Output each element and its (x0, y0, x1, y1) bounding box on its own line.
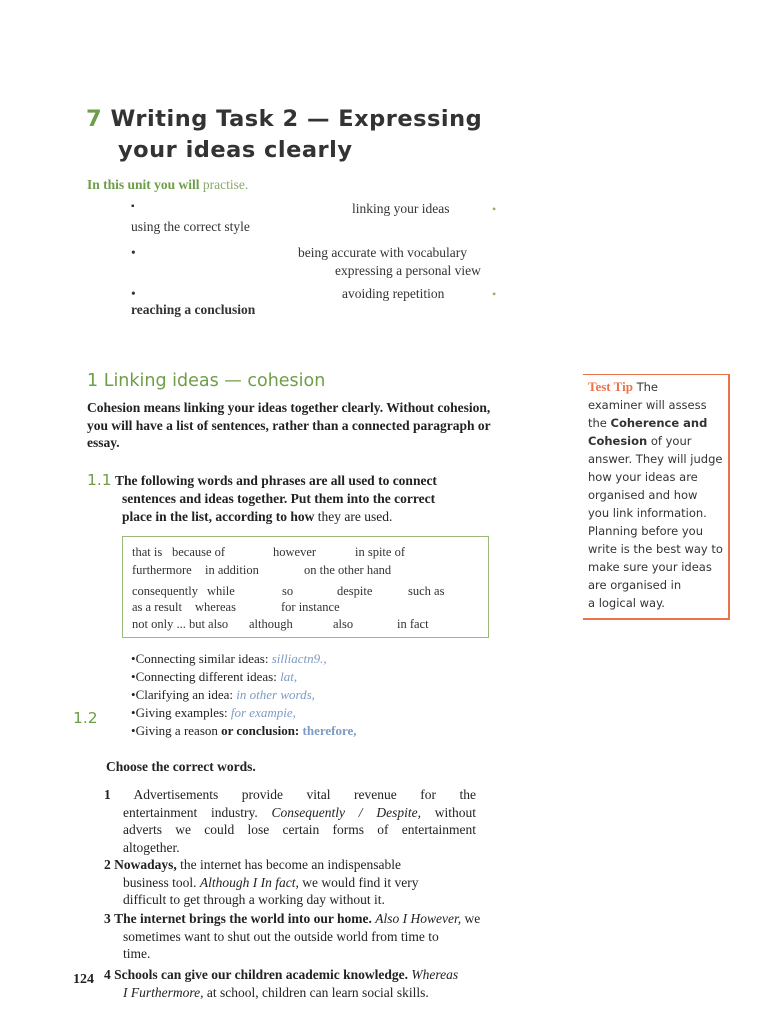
page-number: 124 (73, 972, 94, 987)
word-box-item: because of (172, 545, 226, 559)
square-bullet: ▪ (131, 201, 135, 212)
word-box-item: such as (408, 584, 445, 598)
intro-verb: practise. (202, 177, 249, 192)
word-box-item: although (249, 617, 293, 631)
unit-title-line1: Writing Task 2 — Expressing (110, 106, 483, 132)
exercise-1: 1 Advertisements provide vital revenue for the entertainment industry. Consequently / Despite, without adverts we could lose certain forms of entertainment altogether. (104, 787, 476, 855)
practise-item: using the correct style (131, 219, 250, 234)
list-item: •Giving a reason or conclusion: therefore, (131, 723, 357, 738)
list-item: •Clarifying an idea: in other words, (131, 687, 315, 702)
word-box-item: not only ... but also (132, 617, 229, 631)
word-box-item: in addition (205, 563, 259, 577)
list-item: •Connecting similar ideas: silliactn9., (131, 651, 327, 666)
word-box-item: that is (132, 545, 163, 559)
word-box-item: also (333, 617, 354, 631)
word-box-item: furthermore (132, 563, 192, 577)
word-box-item: so (282, 584, 294, 598)
practise-item: linking your ideas (352, 201, 450, 216)
exercise-4: 4 Schools can give our children academic knowledge. Whereas I Furthermore, at school, children can learn social skills. (104, 967, 459, 1000)
practise-item: being accurate with vocabulary (298, 245, 468, 260)
list-item: •Giving examples: for exampie, (131, 705, 296, 720)
section-paragraph: Cohesion means linking your ideas together clearly. Without cohesion, you will have a list of sentences, rather than a connected paragraph or essay. (87, 400, 491, 450)
question-1-1 (87, 471, 492, 526)
word-box-item: on the other hand (304, 563, 392, 577)
word-box-item: in fact (397, 617, 429, 631)
test-tip-label: Test Tip (588, 379, 633, 394)
section-heading: 1 Linking ideas — cohesion (87, 371, 326, 391)
word-box-item: for instance (281, 600, 340, 614)
exercise-2: 2 Nowadays, the internet has become an indispensable business tool. Although I In fact, we would find it very difficult to get through a working day without it. (104, 857, 419, 907)
word-box-item: despite (337, 584, 373, 598)
practise-item: expressing a personal view (335, 263, 481, 278)
word-box-item: while (207, 584, 235, 598)
unit-intro (87, 177, 248, 193)
question-text: sentences and ideas together. Put them into the correct (122, 491, 436, 506)
word-box-item: consequently (132, 584, 198, 598)
word-box-item: however (273, 545, 317, 559)
question-text: they are used. (317, 509, 393, 524)
question-number: 1.1 (87, 471, 112, 489)
bullet-dot: • (492, 287, 497, 301)
bullet-dot: • (492, 202, 497, 216)
intro-lead: In this unit you will (87, 177, 200, 192)
category-list (131, 650, 357, 740)
word-box-item: as a result (132, 600, 182, 614)
exercise-3: 3 The internet brings the world into our home. Also I However, we sometimes want to shut out the outside world from time to time. (104, 911, 481, 961)
test-tip-text: Test Tip The examiner will assess the Coherence and Cohesion of your answer. They will judge how your ideas are organised and how you link information. Planning before you write is the best way to make sure your ideas are organised in a logical way. (588, 379, 723, 610)
word-box (122, 536, 489, 638)
list-item: •Connecting different ideas: lat, (131, 669, 298, 684)
bullet-dot: • (131, 245, 136, 260)
question-text: place in the list, according to how (122, 509, 315, 524)
question-instruction: Choose the correct words. (106, 759, 256, 774)
practise-item: avoiding repetition (342, 286, 445, 301)
unit-title-line2: your ideas clearly (118, 137, 353, 163)
question-text: The following words and phrases are all used to connect (115, 473, 437, 488)
unit-title (86, 104, 482, 166)
unit-number: 7 (86, 106, 103, 132)
bullet-dot: • (131, 286, 136, 301)
word-box-item: whereas (195, 600, 236, 614)
question-number: 1.2 (73, 709, 98, 727)
word-box-item: in spite of (355, 545, 405, 559)
practise-item: reaching a conclusion (131, 302, 256, 317)
